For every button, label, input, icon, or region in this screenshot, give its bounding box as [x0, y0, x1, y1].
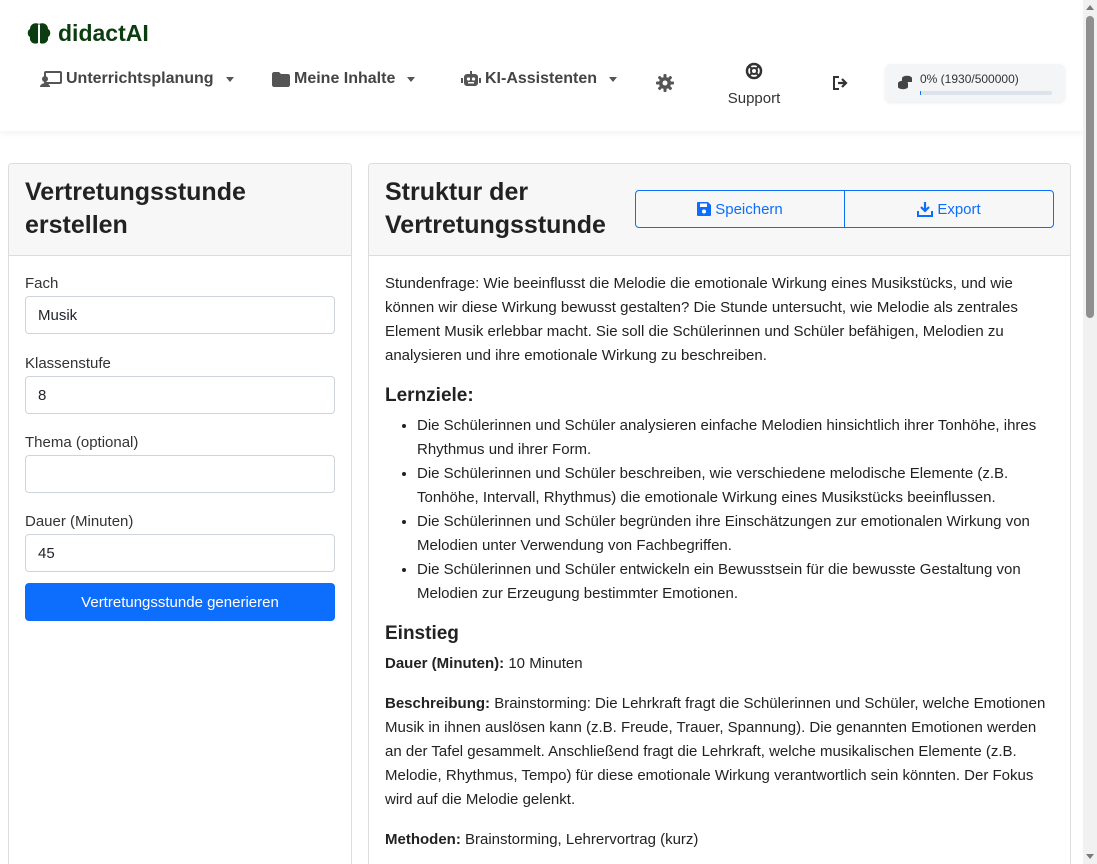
credits-progress-bar [920, 91, 1052, 95]
phase-duration [385, 652, 1054, 676]
nav-meine-inhalte[interactable] [272, 70, 415, 88]
save-icon [697, 202, 711, 216]
credits-text: 0% (1930/500000) [920, 72, 1019, 86]
structure-actions [635, 190, 1054, 228]
phase-description [385, 692, 1054, 812]
folder-icon [272, 72, 290, 87]
fach-field-group [25, 275, 335, 334]
lifebuoy-icon [745, 62, 763, 80]
logout-button[interactable] [832, 75, 850, 96]
logout-icon [832, 75, 850, 91]
methods-label: Methoden: [385, 831, 461, 848]
structure-content [369, 256, 1070, 864]
coins-icon [897, 74, 913, 95]
nav-label-assistants: KI-Assistenten [485, 70, 598, 87]
nav-ki-assistenten[interactable] [461, 70, 617, 88]
form-title: Vertretungsstunde erstellen [25, 178, 246, 239]
list-item: • Die Schülerinnen und Schüler begründen ihre Einschätzungen zur emotionalen Wirkung von Melodien unter Verwendung von Fachbegriffen. [417, 510, 1054, 558]
list-item: • Die Schülerinnen und Schüler entwickeln ein Bewusstsein für die bewusste Gestaltung von Melodien zur Erzeugung bestimmter Emotionen. [417, 558, 1054, 606]
form-card-header [9, 164, 351, 256]
chevron-down-icon [609, 77, 617, 82]
goals-heading: Lernziele: [385, 385, 474, 406]
download-icon [917, 202, 933, 217]
methods-value: Brainstorming, Lehrervortrag (kurz) [465, 831, 699, 848]
duration-label: Dauer (Minuten): [385, 655, 505, 672]
list-item: • Die Schülerinnen und Schüler analysieren einfache Melodien hinsichtlich ihrer Tonhöhe, ihres Rhythmus und ihrer Form. [417, 414, 1054, 462]
brand-logo[interactable] [26, 20, 149, 47]
nav-label-planning: Unterrichtsplanung [66, 70, 214, 87]
save-label: Speichern [715, 200, 783, 218]
credits-widget [885, 64, 1065, 102]
thema-input[interactable] [25, 455, 335, 493]
thema-field-group [25, 434, 335, 493]
settings-button[interactable] [656, 74, 674, 97]
brain-icon [26, 21, 52, 47]
structure-card-header [369, 164, 1070, 256]
dauer-label: Dauer (Minuten) [25, 513, 134, 530]
teacher-icon [40, 71, 62, 87]
support-button[interactable] [725, 62, 783, 107]
credits-progress-fill [920, 91, 921, 95]
description-label: Beschreibung: [385, 695, 491, 712]
chevron-down-icon [226, 77, 234, 82]
form-card [8, 163, 352, 864]
description-value: Brainstorming: Die Lehrkraft fragt die Schülerinnen und Schüler, welche Emotionen Musik in ihnen auslösen kann (z.B. Freude, Trauer, Spannung). Die genannten Emotionen werden an der Tafel gesammelt. Anschließend fragt die Lehrkraft, welche musikalischen Elemente (z.B. Melodie, Rhythmus, Tempo) für diese emotionale Wirkung verantwortlich sein könnten. Der Fokus wird auf die Melodie gelenkt. [385, 695, 1046, 808]
scroll-up-arrow-icon[interactable] [1086, 5, 1094, 10]
gear-icon [656, 74, 674, 92]
export-button[interactable] [844, 191, 1053, 227]
chevron-down-icon [407, 77, 415, 82]
klasse-field-group [25, 355, 335, 414]
duration-value: 10 Minuten [508, 655, 583, 672]
fach-input[interactable] [25, 296, 335, 334]
klassenstufe-label: Klassenstufe [25, 355, 111, 372]
generate-button[interactable]: Vertretungsstunde generieren [25, 583, 335, 621]
scroll-down-arrow-icon[interactable] [1086, 854, 1094, 859]
phase-methods [385, 828, 1054, 852]
phase-heading: Einstieg [385, 623, 459, 644]
thema-label: Thema (optional) [25, 434, 139, 451]
fach-label: Fach [25, 275, 59, 292]
robot-icon [461, 71, 481, 87]
scrollbar-thumb[interactable] [1086, 16, 1094, 318]
structure-card [368, 163, 1071, 864]
support-label: Support [727, 90, 781, 107]
dauer-field-group [25, 513, 335, 572]
structure-title: Struktur der Vertretungsstunde [385, 178, 606, 239]
klassenstufe-input[interactable] [25, 376, 335, 414]
goals-list [417, 414, 1054, 606]
nav-label-content: Meine Inhalte [294, 70, 396, 87]
save-button[interactable] [636, 191, 844, 227]
export-label: Export [937, 200, 981, 218]
brand-name: didactAI [58, 20, 149, 46]
page-scrollbar[interactable] [1083, 0, 1097, 864]
lesson-intro: Stundenfrage: Wie beeinflusst die Melodie die emotionale Wirkung eines Musikstücks, und wie können wir diese Wirkung bewusst gestalten? Die Stunde untersucht, wie Melodie als zentrales Element Musik erlebbar macht. Sie soll die Schülerinnen und Schüler befähigen, Melodien zu analysieren und ihre emotionale Wirkung zu beschreiben. [385, 275, 1018, 364]
top-navbar [0, 0, 1083, 131]
dauer-input[interactable] [25, 534, 335, 572]
nav-unterrichtsplanung[interactable] [40, 70, 234, 88]
list-item: • Die Schülerinnen und Schüler beschreiben, wie verschiedene melodische Elemente (z.B. Tonhöhe, Intervall, Rhythmus) die emotionale Wirkung eines Musikstücks beeinflussen. [417, 462, 1054, 510]
